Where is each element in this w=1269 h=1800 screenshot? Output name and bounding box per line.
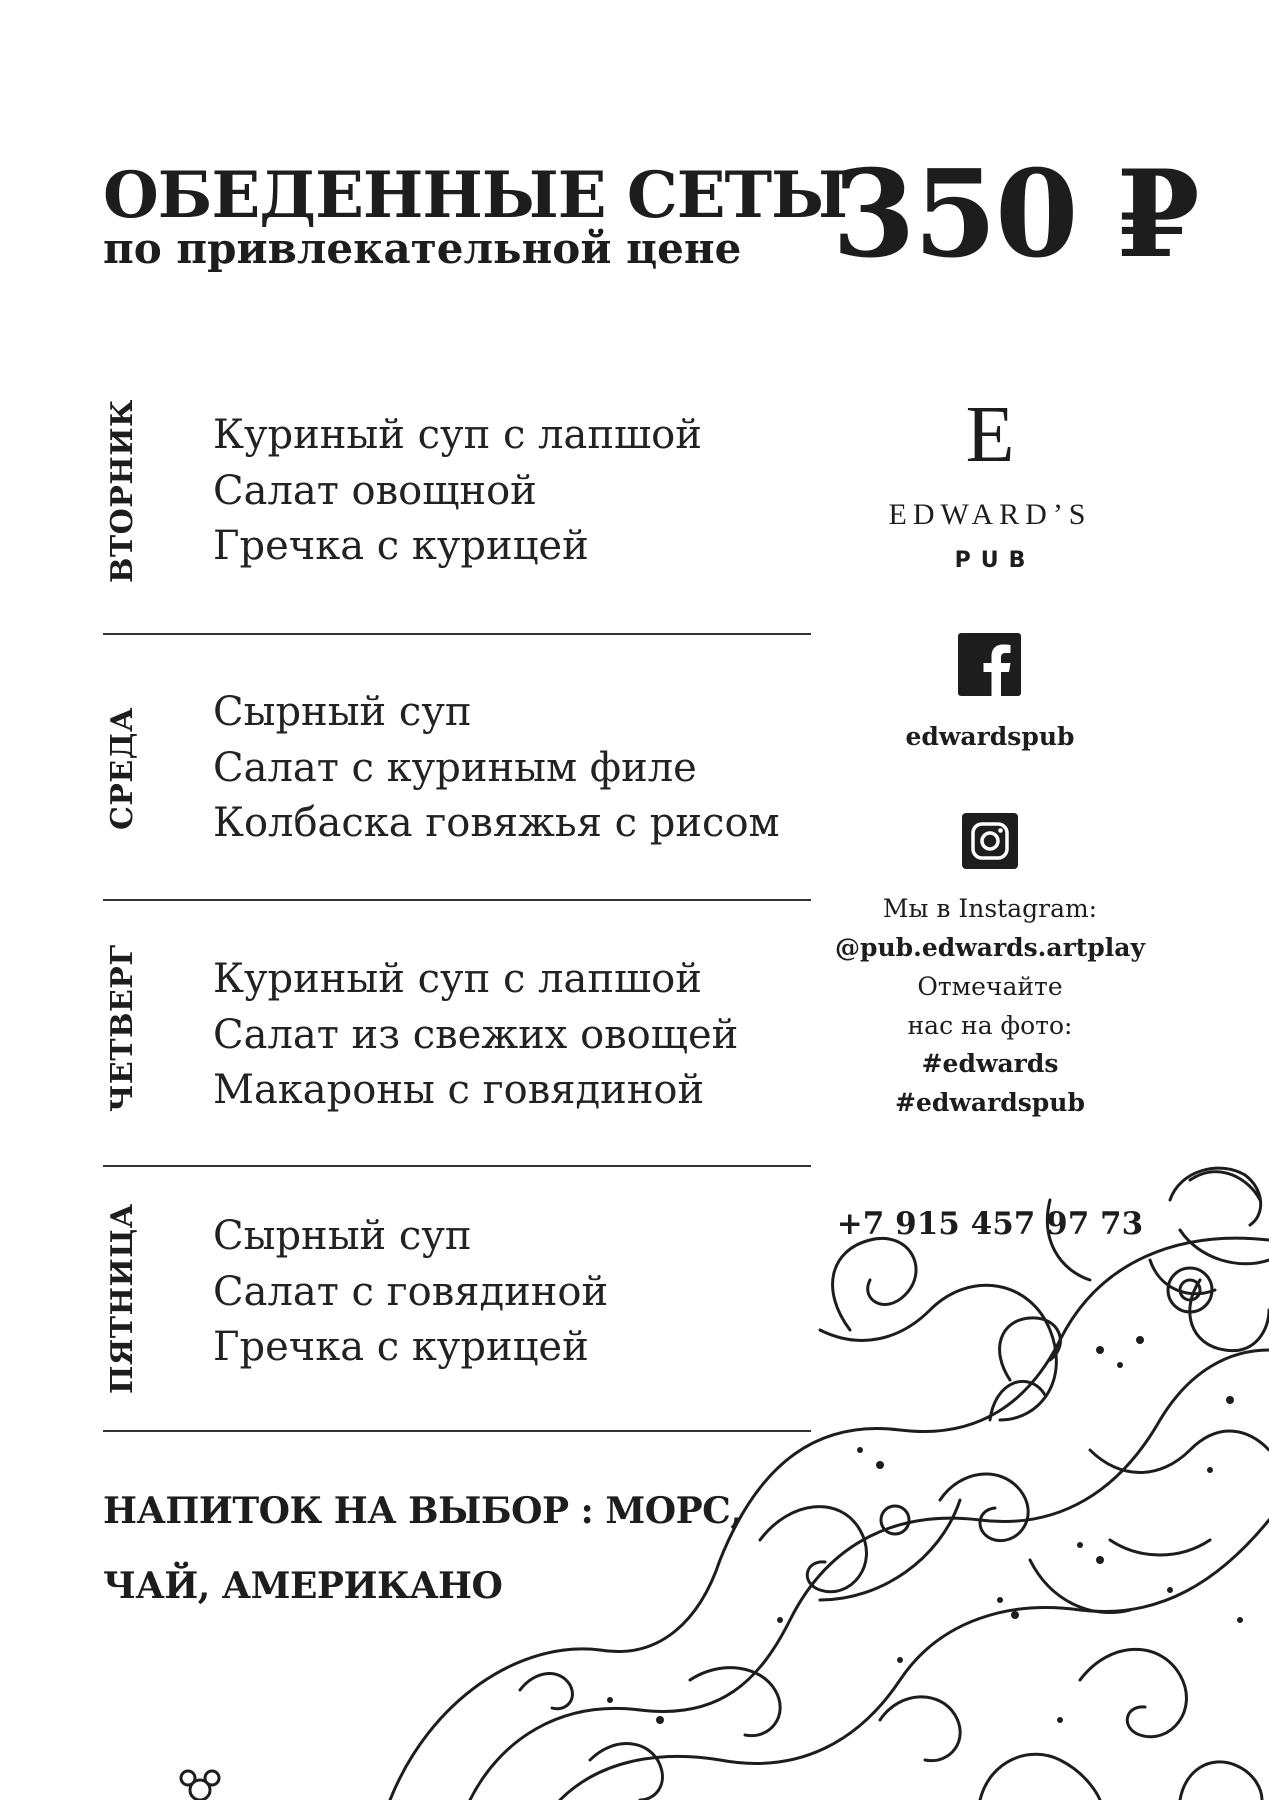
tag-line-2: нас на фото: xyxy=(907,1011,1073,1040)
dish-list xyxy=(213,408,702,575)
divider xyxy=(103,633,811,635)
facebook-handle[interactable]: edwardspub xyxy=(905,722,1075,751)
dish-list xyxy=(213,1209,608,1376)
page-subtitle: по привлекательной цене xyxy=(103,224,742,273)
dish-item: Куриный суп с лапшой xyxy=(213,412,702,458)
drink-choice-line1: НАПИТОК НА ВЫБОР : МОРС, xyxy=(103,1490,743,1532)
menu-day-wednesday xyxy=(103,685,811,865)
menu-day-thursday xyxy=(103,944,811,1132)
logo-letter: E xyxy=(965,391,1015,479)
instagram-intro: Мы в Instagram: xyxy=(882,894,1098,923)
drink-choice-line2: ЧАЙ, АМЕРИКАНО xyxy=(103,1565,503,1607)
dish-item: Салат с говядиной xyxy=(213,1268,609,1315)
instagram-handle[interactable]: @pub.edwards.artplay xyxy=(835,933,1145,962)
dish-item: Салат из свежих овощей xyxy=(213,1011,739,1058)
dish-item: Салат с куриным филе xyxy=(213,744,697,791)
dish-item: Колбаска говяжья с рисом xyxy=(213,800,780,846)
day-name: СРЕДА xyxy=(105,707,140,830)
dish-item: Гречка с курицей xyxy=(213,1324,589,1370)
set-price: 350 ₽ xyxy=(832,144,1198,285)
day-name: ЧЕТВЕРГ xyxy=(105,944,140,1112)
menu-day-friday xyxy=(103,1203,811,1394)
day-name: ПЯТНИЦА xyxy=(105,1203,140,1394)
divider xyxy=(103,1165,811,1167)
page-title: ОБЕДЕННЫЕ СЕТЫ xyxy=(103,158,848,233)
facebook-icon[interactable] xyxy=(958,633,1021,696)
divider xyxy=(103,1430,811,1432)
phone-number[interactable]: +7 915 457 97 73 xyxy=(836,1206,1144,1242)
hashtag-edwards[interactable]: #edwards xyxy=(921,1049,1059,1078)
dish-item: Сырный суп xyxy=(213,1213,472,1259)
dish-item: Салат овощной xyxy=(213,467,537,514)
dish-item: Сырный суп xyxy=(213,689,472,735)
logo-name: EDWARD’S xyxy=(888,498,1092,531)
dish-item: Макароны с говядиной xyxy=(213,1067,705,1113)
dish-item: Куриный суп с лапшой xyxy=(213,956,702,1002)
divider xyxy=(103,899,811,901)
logo-pub: PUB xyxy=(954,548,1036,573)
menu-day-tuesday xyxy=(103,399,811,588)
dish-list xyxy=(213,952,738,1119)
day-name: ВТОРНИК xyxy=(105,399,140,583)
hashtag-edwardspub[interactable]: #edwardspub xyxy=(895,1088,1085,1117)
dish-item: Гречка с курицей xyxy=(213,523,589,569)
tag-line-1: Отмечайте xyxy=(917,972,1063,1001)
dish-list xyxy=(213,685,780,852)
instagram-icon[interactable] xyxy=(962,813,1018,869)
